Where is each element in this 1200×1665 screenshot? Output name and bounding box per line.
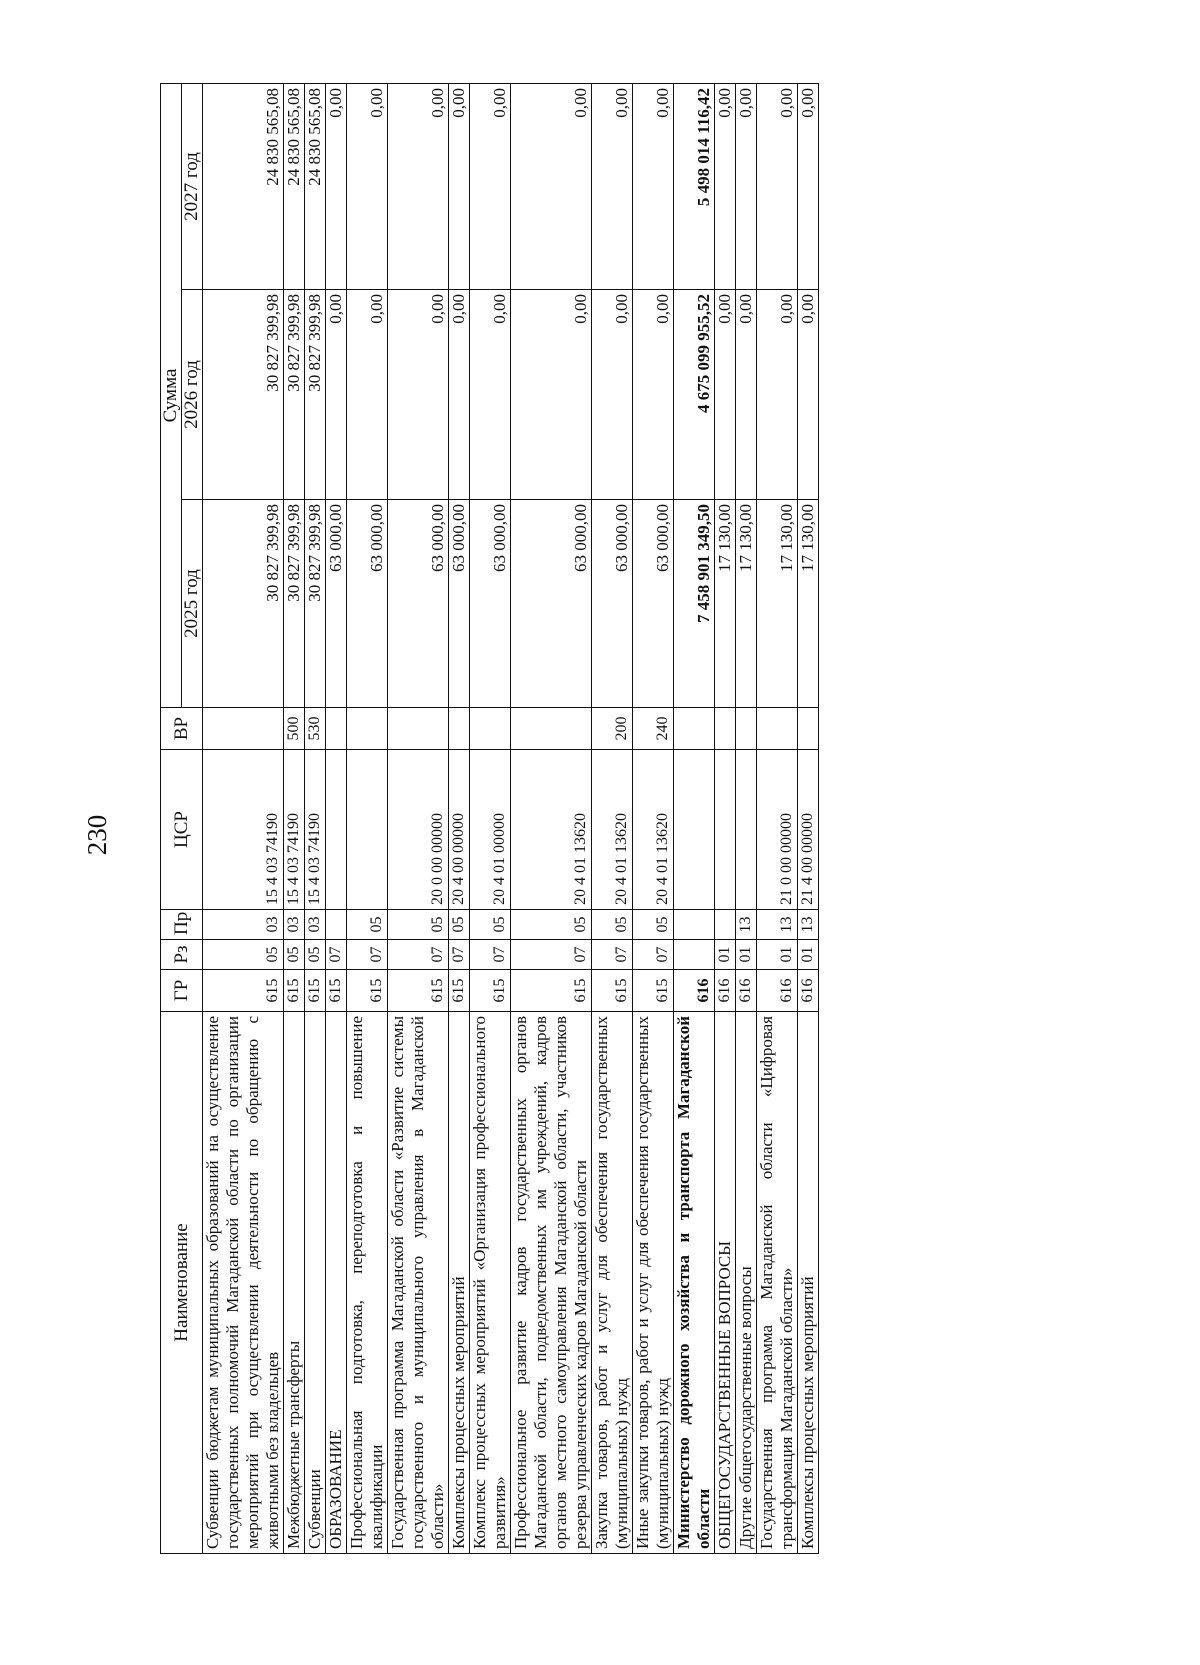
cell-name: Субвенции бюджетам муниципальных образований на осуществление государственных полномочий Магаданской области по организации мероприятий при осуществлении деятельности по обращению с животными без владельцев <box>203 1012 284 1554</box>
cell-csr: 15 4 03 74190 <box>284 750 305 910</box>
cell-rz: 07 <box>633 940 674 970</box>
cell-2027: 0,00 <box>347 84 388 290</box>
table-body <box>203 84 819 1554</box>
cell-2026: 0,00 <box>736 290 757 500</box>
cell-pr: 05 <box>347 910 388 940</box>
cell-gr: 615 <box>449 970 470 1012</box>
cell-rz: 01 <box>736 940 757 970</box>
cell-2026: 0,00 <box>347 290 388 500</box>
table-row <box>203 84 284 1554</box>
cell-gr: 615 <box>592 970 633 1012</box>
cell-vr <box>757 708 798 750</box>
cell-gr: 615 <box>347 970 388 1012</box>
cell-csr: 15 4 03 74190 <box>305 750 326 910</box>
cell-vr <box>449 708 470 750</box>
cell-2027: 0,00 <box>633 84 674 290</box>
table-row <box>284 84 305 1554</box>
cell-2026: 0,00 <box>798 290 819 500</box>
cell-vr <box>203 708 284 750</box>
cell-gr: 616 <box>715 970 736 1012</box>
cell-2026: 0,00 <box>511 290 592 500</box>
cell-csr: 20 4 01 13620 <box>511 750 592 910</box>
cell-name: Комплексы процессных мероприятий <box>798 1012 819 1554</box>
cell-2025: 30 827 399,98 <box>305 500 326 708</box>
cell-2027: 0,00 <box>715 84 736 290</box>
cell-csr <box>736 750 757 910</box>
cell-pr: 03 <box>305 910 326 940</box>
table-row <box>798 84 819 1554</box>
cell-pr: 13 <box>736 910 757 940</box>
cell-rz: 05 <box>203 940 284 970</box>
header-csr: ЦСР <box>161 750 203 910</box>
cell-2027: 5 498 014 116,42 <box>674 84 715 290</box>
cell-gr: 616 <box>798 970 819 1012</box>
cell-gr: 616 <box>757 970 798 1012</box>
cell-name: Субвенции <box>305 1012 326 1554</box>
cell-pr: 05 <box>592 910 633 940</box>
cell-csr <box>674 750 715 910</box>
cell-name: Иные закупки товаров, работ и услуг для обеспечения государственных (муниципальных) нужд <box>633 1012 674 1554</box>
cell-rz: 07 <box>470 940 511 970</box>
cell-vr: 500 <box>284 708 305 750</box>
cell-rz: 01 <box>798 940 819 970</box>
cell-name: Межбюджетные трансферты <box>284 1012 305 1554</box>
cell-vr <box>798 708 819 750</box>
cell-csr: 20 4 01 13620 <box>592 750 633 910</box>
cell-2026: 0,00 <box>633 290 674 500</box>
cell-gr: 615 <box>388 970 449 1012</box>
cell-csr: 20 4 01 00000 <box>470 750 511 910</box>
header-name: Наименование <box>161 1012 203 1554</box>
table-row <box>633 84 674 1554</box>
cell-name: ОБРАЗОВАНИЕ <box>326 1012 347 1554</box>
cell-rz: 07 <box>347 940 388 970</box>
cell-2025: 63 000,00 <box>347 500 388 708</box>
header-rz: Рз <box>161 940 203 970</box>
cell-csr: 15 4 03 74190 <box>203 750 284 910</box>
cell-csr <box>347 750 388 910</box>
cell-2027: 24 830 565,08 <box>284 84 305 290</box>
cell-rz: 05 <box>284 940 305 970</box>
cell-rz: 07 <box>511 940 592 970</box>
cell-name: Профессиональная подготовка, переподготовка и повышение квалификации <box>347 1012 388 1554</box>
cell-pr: 05 <box>388 910 449 940</box>
header-2025: 2025 год <box>182 500 203 708</box>
header-vr: ВР <box>161 708 203 750</box>
cell-pr <box>326 910 347 940</box>
cell-vr <box>715 708 736 750</box>
cell-rz: 05 <box>305 940 326 970</box>
cell-vr <box>326 708 347 750</box>
cell-gr: 615 <box>284 970 305 1012</box>
cell-2026: 30 827 399,98 <box>305 290 326 500</box>
cell-gr: 615 <box>203 970 284 1012</box>
header-row-1 <box>161 84 182 1554</box>
cell-rz: 07 <box>449 940 470 970</box>
page-number: 230 <box>82 814 112 856</box>
table-row <box>449 84 470 1554</box>
cell-2027: 0,00 <box>736 84 757 290</box>
cell-csr: 21 0 00 00000 <box>757 750 798 910</box>
cell-2026: 0,00 <box>470 290 511 500</box>
table-row <box>757 84 798 1554</box>
cell-pr <box>715 910 736 940</box>
cell-name: Комплекс процессных мероприятий «Организация профессионального развития» <box>470 1012 511 1554</box>
cell-2027: 0,00 <box>511 84 592 290</box>
cell-vr: 240 <box>633 708 674 750</box>
cell-2025: 63 000,00 <box>633 500 674 708</box>
cell-vr <box>736 708 757 750</box>
cell-name: Государственная программа Магаданской области «Цифровая трансформация Магаданской области» <box>757 1012 798 1554</box>
table-row <box>736 84 757 1554</box>
cell-pr: 03 <box>284 910 305 940</box>
cell-gr: 616 <box>674 970 715 1012</box>
cell-name: Другие общегосударственные вопросы <box>736 1012 757 1554</box>
cell-vr <box>511 708 592 750</box>
cell-2027: 0,00 <box>757 84 798 290</box>
cell-2027: 0,00 <box>326 84 347 290</box>
table-row <box>326 84 347 1554</box>
cell-2025: 63 000,00 <box>388 500 449 708</box>
cell-vr: 530 <box>305 708 326 750</box>
cell-2026: 0,00 <box>449 290 470 500</box>
cell-csr: 21 4 00 00000 <box>798 750 819 910</box>
table-row <box>674 84 715 1554</box>
table-row <box>470 84 511 1554</box>
table-row <box>715 84 736 1554</box>
cell-2027: 24 830 565,08 <box>305 84 326 290</box>
cell-2025: 63 000,00 <box>449 500 470 708</box>
cell-2025: 17 130,00 <box>736 500 757 708</box>
cell-name: ОБЩЕГОСУДАРСТВЕННЫЕ ВОПРОСЫ <box>715 1012 736 1554</box>
cell-rz: 07 <box>388 940 449 970</box>
cell-rz: 07 <box>326 940 347 970</box>
cell-rz: 07 <box>592 940 633 970</box>
cell-2026: 30 827 399,98 <box>284 290 305 500</box>
cell-gr: 615 <box>326 970 347 1012</box>
cell-csr <box>326 750 347 910</box>
cell-csr: 20 4 00 00000 <box>449 750 470 910</box>
budget-table <box>160 83 819 1554</box>
header-gr: ГР <box>161 970 203 1012</box>
cell-2025: 63 000,00 <box>511 500 592 708</box>
cell-csr <box>715 750 736 910</box>
cell-2025: 63 000,00 <box>470 500 511 708</box>
cell-pr: 13 <box>798 910 819 940</box>
cell-2025: 63 000,00 <box>326 500 347 708</box>
header-2026: 2026 год <box>182 290 203 500</box>
cell-pr <box>674 910 715 940</box>
cell-vr <box>674 708 715 750</box>
cell-2025: 17 130,00 <box>715 500 736 708</box>
cell-2027: 0,00 <box>470 84 511 290</box>
header-pr: Пр <box>161 910 203 940</box>
table-row <box>511 84 592 1554</box>
cell-2027: 0,00 <box>449 84 470 290</box>
cell-2027: 0,00 <box>592 84 633 290</box>
cell-2026: 0,00 <box>388 290 449 500</box>
cell-2026: 30 827 399,98 <box>203 290 284 500</box>
cell-2025: 30 827 399,98 <box>284 500 305 708</box>
cell-2027: 24 830 565,08 <box>203 84 284 290</box>
cell-csr: 20 0 00 00000 <box>388 750 449 910</box>
table-row <box>592 84 633 1554</box>
table-row <box>388 84 449 1554</box>
cell-vr: 200 <box>592 708 633 750</box>
cell-vr <box>347 708 388 750</box>
cell-2025: 17 130,00 <box>798 500 819 708</box>
cell-2026: 0,00 <box>326 290 347 500</box>
cell-pr: 03 <box>203 910 284 940</box>
cell-rz: 01 <box>715 940 736 970</box>
cell-2026: 0,00 <box>592 290 633 500</box>
table-row <box>347 84 388 1554</box>
cell-gr: 615 <box>633 970 674 1012</box>
header-sum: Сумма <box>161 84 182 708</box>
cell-gr: 615 <box>305 970 326 1012</box>
cell-2025: 17 130,00 <box>757 500 798 708</box>
header-2027: 2027 год <box>182 84 203 290</box>
cell-name: Комплексы процессных мероприятий <box>449 1012 470 1554</box>
cell-csr: 20 4 01 13620 <box>633 750 674 910</box>
cell-gr: 615 <box>470 970 511 1012</box>
cell-pr: 05 <box>470 910 511 940</box>
cell-name: Профессиональное развитие кадров государственных органов Магаданской области, подведомственных им учреждений, кадров органов местного самоуправления Магаданской области, участников резерва управленческих кадров Магаданской области <box>511 1012 592 1554</box>
cell-2026: 0,00 <box>757 290 798 500</box>
cell-2027: 0,00 <box>388 84 449 290</box>
cell-pr: 05 <box>633 910 674 940</box>
cell-2025: 30 827 399,98 <box>203 500 284 708</box>
cell-name: Закупка товаров, работ и услуг для обеспечения государственных (муниципальных) нужд <box>592 1012 633 1554</box>
cell-pr: 05 <box>449 910 470 940</box>
cell-gr: 616 <box>736 970 757 1012</box>
cell-name: Государственная программа Магаданской области «Развитие системы государственного и муниципального управления в Магаданской области» <box>388 1012 449 1554</box>
cell-rz: 01 <box>757 940 798 970</box>
cell-2025: 7 458 901 349,50 <box>674 500 715 708</box>
cell-rz <box>674 940 715 970</box>
cell-2025: 63 000,00 <box>592 500 633 708</box>
cell-pr: 05 <box>511 910 592 940</box>
cell-2027: 0,00 <box>798 84 819 290</box>
cell-pr: 13 <box>757 910 798 940</box>
cell-gr: 615 <box>511 970 592 1012</box>
cell-vr <box>470 708 511 750</box>
cell-name: Министерство дорожного хозяйства и транспорта Магаданской области <box>674 1012 715 1554</box>
cell-2026: 0,00 <box>715 290 736 500</box>
table-row <box>305 84 326 1554</box>
cell-vr <box>388 708 449 750</box>
cell-2026: 4 675 099 955,52 <box>674 290 715 500</box>
